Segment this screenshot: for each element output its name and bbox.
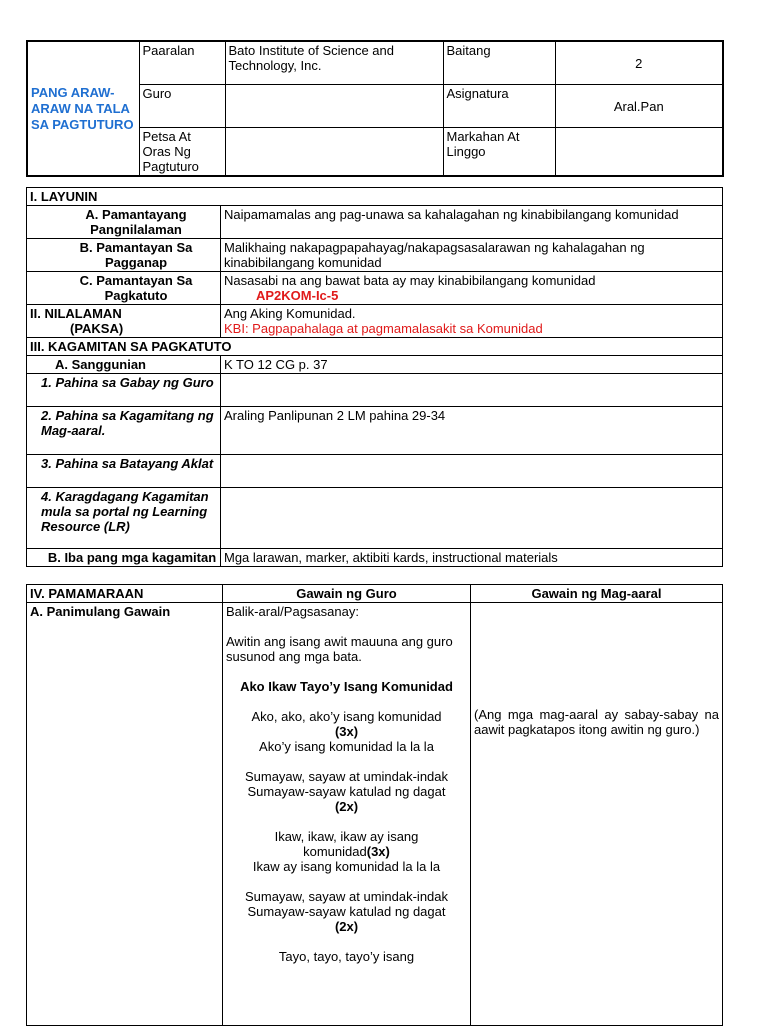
procedures-heading: IV. PAMAMARAAN	[27, 585, 223, 603]
chorus1-line1: Sumayaw, sayaw at umindak-indak	[244, 769, 449, 784]
section-content-subtitle: (PAKSA)	[70, 321, 124, 336]
content-standard-value: Naipamamalas ang pag-unawa sa kahalagahan ng kinabibilangang komunidad	[221, 206, 723, 239]
teacher-guide-label: 1. Pahina sa Gabay ng Guro	[27, 374, 221, 407]
date-label: Petsa At Oras Ng Pagtuturo	[139, 128, 225, 177]
quarter-value	[555, 128, 723, 177]
section-content-title: II. NILALAMAN	[30, 306, 122, 321]
chorus2-repeat: (2x)	[334, 919, 359, 934]
verse2-line1: Ikaw, ikaw, ikaw ay isang	[274, 829, 419, 844]
verse1-repeat: (3x)	[334, 724, 359, 739]
section-content-heading	[27, 305, 221, 338]
learner-material-label: 2. Pahina sa Kagamitang ng Mag-aaral.	[27, 407, 221, 455]
school-label: Paaralan	[139, 41, 225, 85]
teacher-label: Guro	[139, 85, 225, 128]
subject-value: Aral.Pan	[555, 85, 723, 128]
lr-portal-value	[221, 488, 723, 549]
chorus2-line2: Sumayaw-sayaw katulad ng dagat	[247, 904, 446, 919]
teacher-activity-cell	[223, 603, 471, 1026]
lesson-header-table	[26, 40, 724, 177]
procedures-table	[26, 584, 723, 1026]
textbook-label: 3. Pahina sa Batayang Aklat	[27, 455, 221, 488]
content-standard-label: A. Pamantayang Pangnilalaman	[27, 206, 221, 239]
textbook-value	[221, 455, 723, 488]
chorus2-line1: Sumayaw, sayaw at umindak-indak	[244, 889, 449, 904]
topic-value: Ang Aking Komunidad.	[224, 306, 356, 321]
learning-competency-cell	[221, 272, 723, 305]
section-objectives-heading: I. LAYUNIN	[27, 188, 723, 206]
chorus1-repeat: (2x)	[334, 799, 359, 814]
quarter-label: Markahan At Linggo	[443, 128, 555, 177]
review-label: Balik-aral/Pagsasanay:	[226, 604, 359, 619]
song-title: Ako Ikaw Tayo’y Isang Komunidad	[240, 679, 453, 694]
teacher-value	[225, 85, 443, 128]
objectives-table	[26, 187, 723, 567]
verse2-line2	[226, 844, 467, 859]
introductory-activity-label: A. Panimulang Gawain	[27, 603, 223, 1026]
teacher-activity-heading: Gawain ng Guro	[223, 585, 471, 603]
grade-label: Baitang	[443, 41, 555, 85]
chorus1-line2: Sumayaw-sayaw katulad ng dagat	[247, 784, 446, 799]
learner-material-value: Araling Panlipunan 2 LM pahina 29-34	[221, 407, 723, 455]
song-instruction: Awitin ang isang awit mauuna ang guro susunod ang mga bata.	[226, 634, 453, 664]
school-value: Bato Institute of Science and Technology, Inc.	[225, 41, 443, 85]
student-activity-text: (Ang mga mag-aaral ay sabay-sabay na aawit pagkatapos itong awitin ng guro.)	[474, 707, 719, 737]
topic-cell	[221, 305, 723, 338]
performance-standard-label: B. Pamantayan Sa Pagganap	[27, 239, 221, 272]
student-activity-heading: Gawain ng Mag-aaral	[471, 585, 723, 603]
verse2-repeat: (3x)	[366, 844, 390, 859]
teacher-guide-value	[221, 374, 723, 407]
learning-competency-value: Nasasabi na ang bawat bata ay may kinabibilangang komunidad	[224, 273, 596, 288]
verse2-line3: Ikaw ay isang komunidad la la la	[252, 859, 441, 874]
competency-code: AP2KOM-Ic-5	[256, 288, 339, 303]
lr-portal-label: 4. Karagdagang Kagamitan mula sa portal ng Learning Resource (LR)	[27, 488, 221, 549]
other-materials-label: B. Iba pang mga kagamitan	[27, 549, 221, 567]
learning-competency-label: C. Pamantayan Sa Pagkatuto	[27, 272, 221, 305]
performance-standard-value: Malikhaing nakapagpapahayag/nakapagsasalarawan ng kahalagahan ng kinabibilangang komunidad	[221, 239, 723, 272]
student-activity-cell	[471, 603, 723, 1026]
verse3-line1: Tayo, tayo, tayo’y isang	[278, 949, 415, 964]
references-value: K TO 12 CG p. 37	[221, 356, 723, 374]
kbi-value: KBI: Pagpapahalaga at pagmamalasakit sa Komunidad	[224, 321, 543, 336]
subject-label: Asignatura	[443, 85, 555, 128]
verse1-line2: Ako’y isang komunidad la la la	[259, 739, 434, 754]
grade-value: 2	[555, 41, 723, 85]
verse2-line2-text: komunidad	[303, 844, 367, 859]
document-title: PANG ARAW-ARAW NA TALA SA PAGTUTURO	[27, 41, 139, 176]
other-materials-value: Mga larawan, marker, aktibiti kards, instructional materials	[221, 549, 723, 567]
date-value	[225, 128, 443, 177]
section-materials-heading: III. KAGAMITAN SA PAGKATUTO	[27, 338, 723, 356]
references-label: A. Sanggunian	[27, 356, 221, 374]
verse1-line1: Ako, ako, ako’y isang komunidad	[251, 709, 442, 724]
